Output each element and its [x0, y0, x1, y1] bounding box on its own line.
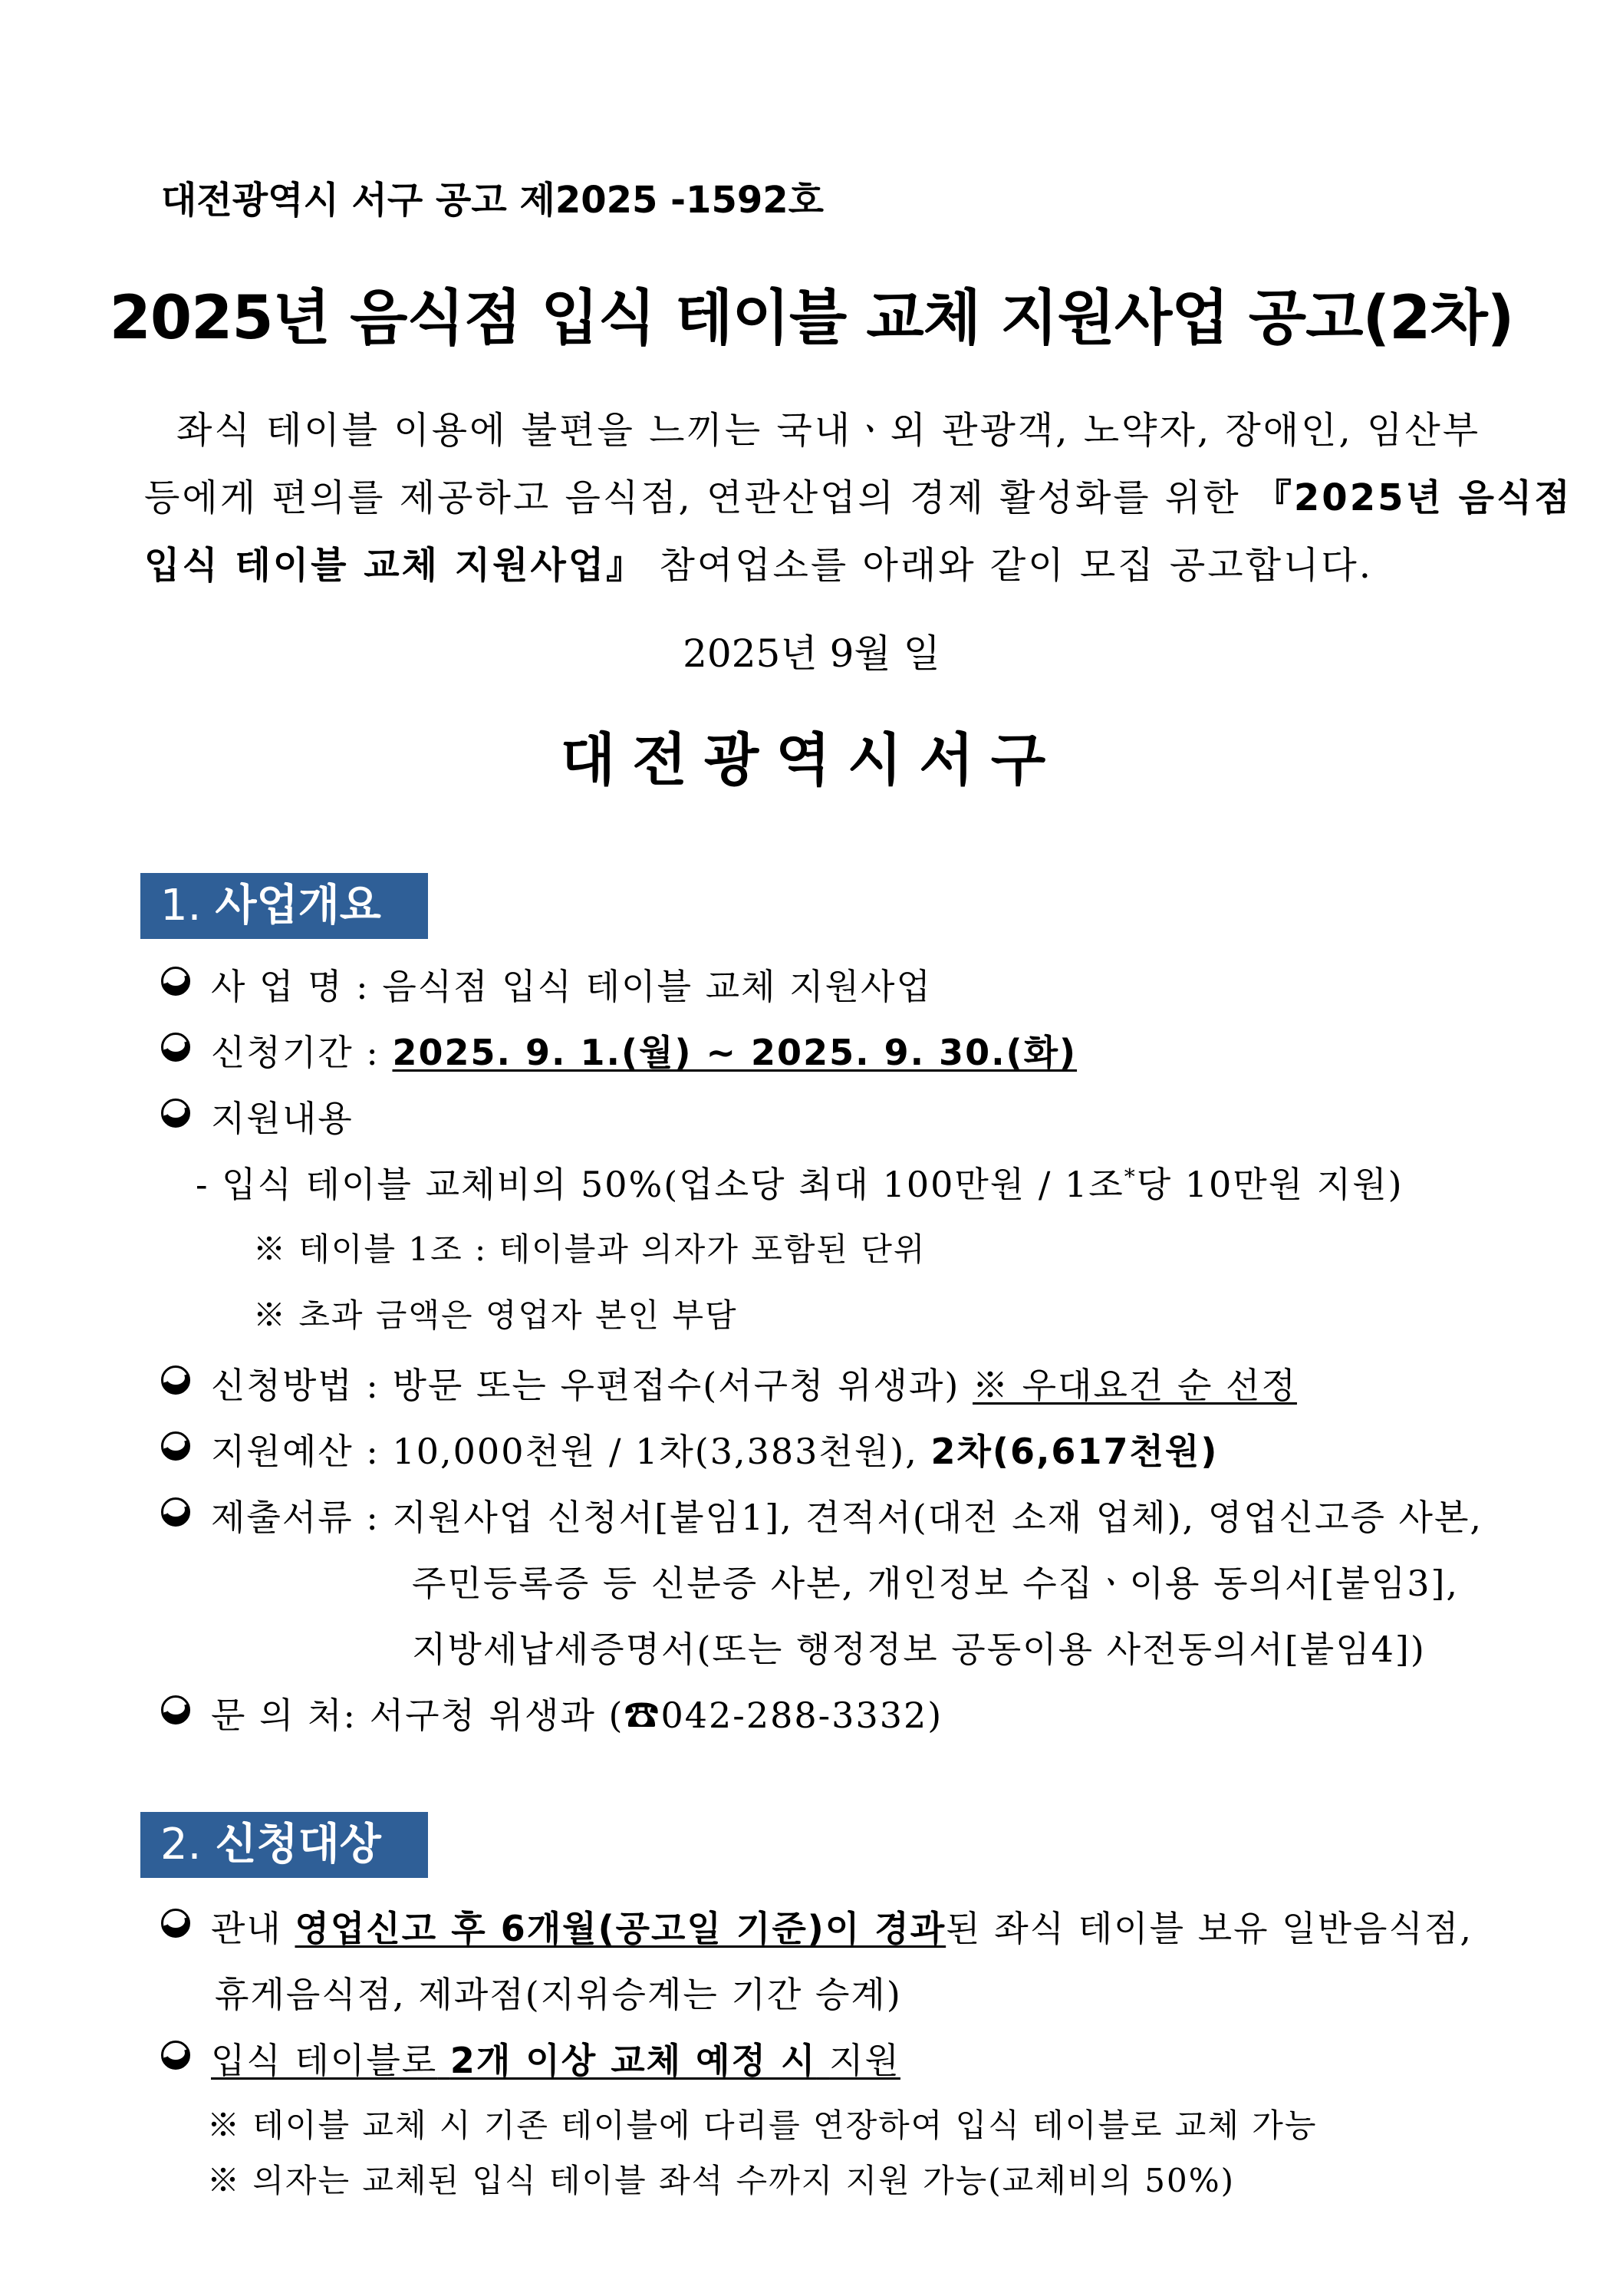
eligibility-item-1 [211, 1901, 1473, 1952]
docs-line-1: 지원사업 신청서[붙임1], 견적서(대전 소재 업체), 영업신고증 사본, [392, 1497, 1483, 1538]
budget-second-round: 2차(6,617천원) [930, 1431, 1219, 1472]
program-name-part-1: 『2025년 음식점 [1254, 476, 1572, 519]
eligibility-condition: 영업신고 후 6개월(공고일 기준)이 경과 [295, 1908, 946, 1949]
intro-line-2 [144, 468, 1572, 521]
bullet-icon [161, 967, 190, 996]
item-label: 지원예산 : [211, 1431, 380, 1472]
support-detail [196, 1157, 1404, 1207]
item-documents [211, 1490, 1483, 1540]
item-application-period [211, 1025, 1077, 1076]
item-value: 방문 또는 우편접수(서구청 위생과) [392, 1365, 960, 1406]
eligibility-item-2 [211, 2033, 900, 2084]
section-2-title: 신청대상 [215, 1820, 381, 1869]
method-note: ※ 우대요건 순 선정 [973, 1365, 1297, 1406]
eligibility-item-1-line-2: 휴게음식점, 제과점(지위승계는 기간 승계) [215, 1974, 902, 2015]
contact-value: 서구청 위생과 (☎042-288-3332) [369, 1695, 943, 1736]
support-note-2: ※ 초과 금액은 영업자 본인 부담 [253, 1296, 738, 1334]
item-label: 신청방법 : [211, 1365, 380, 1406]
item-contact [211, 1688, 943, 1738]
bullet-icon [161, 1497, 190, 1527]
section-1-title: 사업개요 [215, 881, 381, 931]
item-suffix: 지원 [829, 2040, 900, 2081]
item-budget [211, 1424, 1218, 1474]
item-suffix: 된 좌식 테이블 보유 일반음식점, [946, 1908, 1473, 1949]
bullet-icon [161, 1033, 190, 1062]
item-prefix: 관내 [211, 1908, 282, 1949]
item-prefix: 입식 테이블로 [211, 2040, 438, 2081]
docs-line-2: 주민등록증 등 신분증 사본, 개인정보 수집ㆍ이용 동의서[붙임3], [412, 1563, 1460, 1604]
bullet-icon [161, 1099, 190, 1128]
intro-line-3 [144, 535, 1373, 588]
item-label: 문 의 처: [211, 1695, 357, 1736]
support-detail-end: 당 10만원 지원) [1136, 1164, 1404, 1205]
item-label: 신청기간 : [211, 1032, 380, 1073]
section-1-heading [140, 873, 428, 939]
section-1-number: 1. [160, 881, 202, 931]
item-support-label: 지원내용 [211, 1098, 354, 1139]
page-title: 2025년 음식점 입식 테이블 교체 지원사업 공고(2차) [109, 284, 1514, 353]
item-label: 사 업 명 : [211, 966, 370, 1007]
announcement-date: 2025년 9월 일 [683, 631, 940, 676]
item-value: 음식점 입식 테이블 교체 지원사업 [382, 966, 932, 1007]
replacement-condition: 2개 이상 교체 예정 시 [449, 2040, 817, 2081]
notice-number: 대전광역시 서구 공고 제2025 -1592호 [161, 179, 825, 222]
support-detail-text: - 입식 테이블 교체비의 50%(업소당 최대 100만원 / 1조 [196, 1164, 1124, 1205]
eligibility-note-2: ※ 의자는 교체된 입식 테이블 좌석 수까지 지원 가능(교체비의 50%) [207, 2162, 1236, 2199]
bullet-icon [161, 1365, 190, 1395]
item-project-name [211, 959, 932, 1010]
intro-line-2-text: 등에게 편의를 제공하고 음식점, 연관산업의 경제 활성화를 위한 [144, 476, 1241, 519]
organization-name: 대전광역시서구 [560, 727, 1063, 793]
bullet-icon [161, 1431, 190, 1461]
eligibility-note-1: ※ 테이블 교체 시 기존 테이블에 다리를 연장하여 입식 테이블로 교체 가능 [207, 2107, 1318, 2144]
support-note-1: ※ 테이블 1조 : 테이블과 의자가 포함된 단위 [253, 1230, 927, 1268]
item-application-method [211, 1358, 1297, 1408]
intro-line-1: 좌식 테이블 이용에 불편을 느끼는 국내ㆍ외 관광객, 노약자, 장애인, 임산부 [176, 409, 1481, 452]
section-2-heading [140, 1812, 428, 1878]
bullet-icon [161, 2041, 190, 2070]
bullet-icon [161, 1909, 190, 1938]
footnote-mark: * [1124, 1164, 1137, 1190]
docs-line-3: 지방세납세증명서(또는 행정정보 공동이용 사전동의서[붙임4]) [412, 1629, 1426, 1670]
bullet-icon [161, 1695, 190, 1724]
intro-line-3-text: 참여업소를 아래와 같이 모집 공고합니다. [659, 544, 1373, 587]
period-value: 2025. 9. 1.(월) ~ 2025. 9. 30.(화) [392, 1032, 1078, 1073]
section-2-number: 2. [160, 1820, 202, 1869]
program-name-part-2: 입식 테이블 교체 지원사업』 [144, 544, 646, 587]
item-label: 제출서류 : [211, 1497, 380, 1538]
item-value: 10,000천원 / 1차(3,383천원), [392, 1431, 918, 1472]
